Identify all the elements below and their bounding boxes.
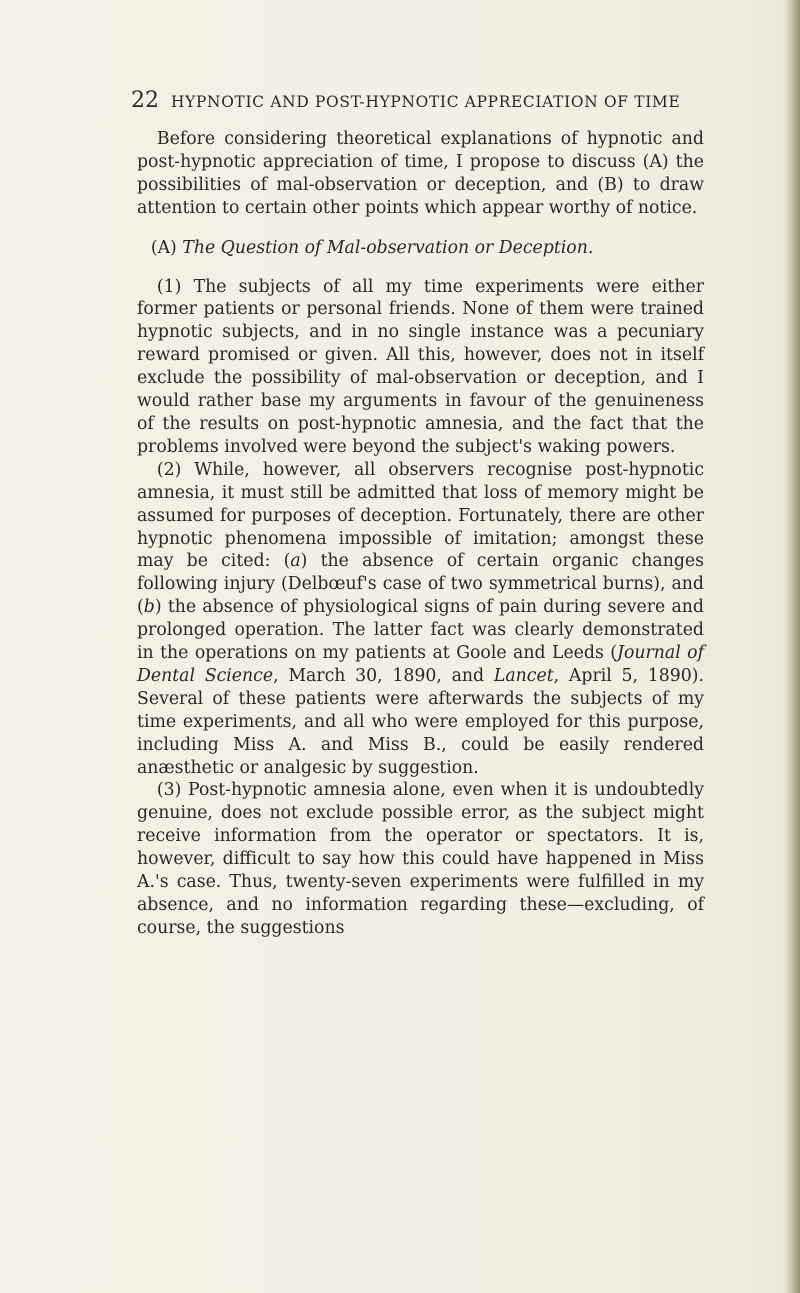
body-text (137, 128, 704, 940)
section-heading-title: The Question of Mal-observation or Deception. (182, 237, 594, 258)
paragraph-1: (1) The subjects of all my time experiments were either former patients or personal friends. None of them were trained hypnotic subjects, and in no single instance was a pecuniary reward promised or given. All this, however, does not in itself exclude the possibility of mal-observation or deception, and I would rather base my arguments in favour of the genuineness of the results on post-hypnotic amnesia, and the fact that the problems involved were beyond the subject's waking powers. (137, 276, 704, 457)
page-number: 22 (131, 88, 159, 113)
intro-paragraph: Before considering theoretical explanations of hypnotic and post-hypnotic appreciation of time, I propose to discuss (A) the possibilities of mal-observation or deception, and (B) to draw attention to certain other points which appear worthy of notice. (137, 129, 704, 218)
paragraph-2: (2) While, however, all observers recognise post-hypnotic amnesia, it must still be admitted that loss of memory might be assumed for purposes of deception. Fortunately, there are other hypnotic phenomena impossible of imitation; amongst these may be cited: (a) the absence of certain organic changes following injury (Delbœuf's case of two symmetrical burns), and (b) the absence of physiological signs of pain during severe and prolonged operation. The latter fact was clearly demonstrated in the operations on my patients at Goole and Leeds (Journal of Dental Science, March 30, 1890, and Lancet, April 5, 1890). Several of these patients were afterwards the subjects of my time experiments, and all who were employed for this purpose, including Miss A. and Miss B., could be easily rendered anæsthetic or analgesic by suggestion. (137, 459, 704, 778)
section-heading (137, 237, 704, 260)
running-title: HYPNOTIC AND POST-HYPNOTIC APPRECIATION OF TIME (171, 93, 681, 111)
page-edge-shadow (784, 0, 800, 1293)
paragraph-3: (3) Post-hypnotic amnesia alone, even when it is undoubtedly genuine, does not exclude possible error, as the subject might receive information from the operator or spectators. It is, however, difficult to say how this could have happened in Miss A.'s case. Thus, twenty-seven experiments were fulfilled in my absence, and no information regarding these—excluding, of course, the suggestions (137, 780, 704, 938)
running-header (131, 88, 711, 113)
section-heading-label: (A) (150, 237, 177, 258)
